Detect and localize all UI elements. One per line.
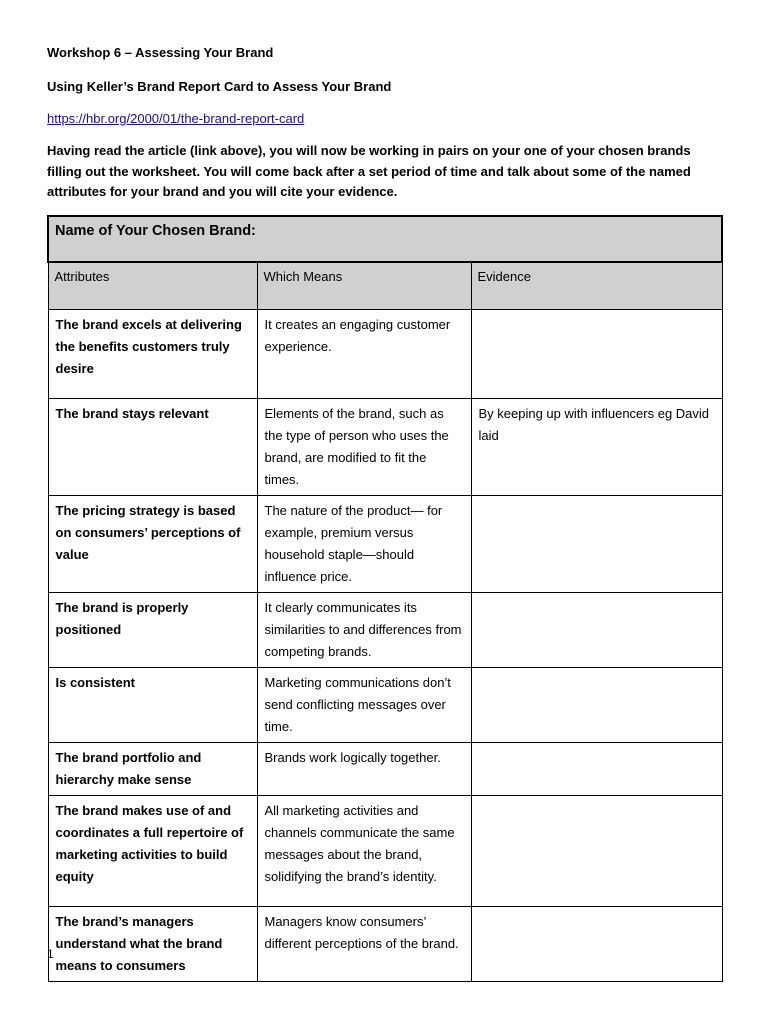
table-row bbox=[48, 399, 722, 496]
meaning-cell: Elements of the brand, such as the type of person who uses the brand, are modified to fit the times. bbox=[257, 399, 471, 496]
page-number: 1 bbox=[47, 947, 54, 961]
table-row bbox=[48, 907, 722, 982]
attribute-cell: The brand makes use of and coordinates a full repertoire of marketing activities to build equity bbox=[48, 796, 257, 907]
attribute-cell: The pricing strategy is based on consumers’ perceptions of value bbox=[48, 496, 257, 593]
brand-report-card-table bbox=[47, 215, 723, 982]
table-row bbox=[48, 743, 722, 796]
evidence-cell[interactable] bbox=[471, 593, 722, 668]
evidence-cell[interactable] bbox=[471, 668, 722, 743]
brand-name-label[interactable]: Name of Your Chosen Brand: bbox=[48, 216, 722, 262]
document-heading: Workshop 6 – Assessing Your Brand bbox=[47, 45, 274, 60]
evidence-cell[interactable] bbox=[471, 796, 722, 907]
evidence-cell[interactable] bbox=[471, 310, 722, 399]
evidence-cell[interactable] bbox=[471, 496, 722, 593]
meaning-cell: It clearly communicates its similarities to and differences from competing brands. bbox=[257, 593, 471, 668]
attribute-cell: The brand is properly positioned bbox=[48, 593, 257, 668]
meaning-cell: It creates an engaging customer experience. bbox=[257, 310, 471, 399]
meaning-cell: Brands work logically together. bbox=[257, 743, 471, 796]
attribute-cell: The brand portfolio and hierarchy make sense bbox=[48, 743, 257, 796]
document-subheading: Using Keller’s Brand Report Card to Assess Your Brand bbox=[47, 79, 392, 94]
intro-paragraph: Having read the article (link above), you will now be working in pairs on your one of your chosen brands filling out the worksheet. You will come back after a set period of time and talk about some of the named attributes for your brand and you will cite your evidence. bbox=[47, 143, 691, 199]
attribute-cell: The brand stays relevant bbox=[48, 399, 257, 496]
meaning-cell: All marketing activities and channels communicate the same messages about the brand, solidifying the brand’s identity. bbox=[257, 796, 471, 907]
evidence-cell[interactable] bbox=[471, 743, 722, 796]
article-link[interactable]: https://hbr.org/2000/01/the-brand-report-card bbox=[47, 111, 305, 126]
header-which-means: Which Means bbox=[257, 262, 471, 310]
attribute-cell: Is consistent bbox=[48, 668, 257, 743]
meaning-cell: The nature of the product— for example, premium versus household staple—should influence price. bbox=[257, 496, 471, 593]
table-row bbox=[48, 496, 722, 593]
table-row bbox=[48, 593, 722, 668]
meaning-cell: Marketing communications don’t send conflicting messages over time. bbox=[257, 668, 471, 743]
table-header-row bbox=[48, 262, 722, 310]
attribute-cell: The brand excels at delivering the benefits customers truly desire bbox=[48, 310, 257, 399]
evidence-cell[interactable] bbox=[471, 907, 722, 982]
meaning-cell: Managers know consumers’ different perceptions of the brand. bbox=[257, 907, 471, 982]
header-evidence: Evidence bbox=[471, 262, 722, 310]
table-row bbox=[48, 796, 722, 907]
table-row bbox=[48, 668, 722, 743]
evidence-cell[interactable]: By keeping up with influencers eg David laid bbox=[471, 399, 722, 496]
header-attributes: Attributes bbox=[48, 262, 257, 310]
brand-name-row bbox=[48, 216, 722, 262]
table-row bbox=[48, 310, 722, 399]
attribute-cell: The brand’s managers understand what the brand means to consumers bbox=[48, 907, 257, 982]
